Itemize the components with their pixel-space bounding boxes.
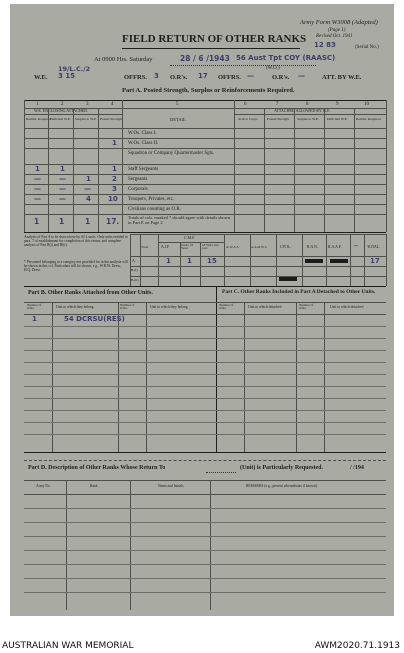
col-num-9: 9 xyxy=(336,102,339,107)
left-subhead-1: Reinfts. Required xyxy=(26,117,51,121)
ors-label: O.R's. xyxy=(170,74,188,81)
staff-sgt-reinf: 1 xyxy=(35,165,40,173)
head-total: TOTAL. xyxy=(367,245,381,249)
att-ors-label: O.R's. xyxy=(272,74,290,81)
detail-privates: Troopers, Privates, etc. xyxy=(128,197,175,202)
detail-wo2: W.Os. Class II. xyxy=(128,141,159,146)
analysis-18-over: 15 xyxy=(207,257,217,265)
analysis-note: Analysis of Part A to be shown here by ALL units. Only units entitled to para. 7 of establishment for completion of this return, and complete analysis of Part B(i) and B(ii). xyxy=(24,235,128,248)
head-ran: R.A.N. xyxy=(307,245,318,249)
left-subhead-3: Surplus to W.E. xyxy=(75,117,97,121)
head-aif: A.I.F. xyxy=(161,245,170,249)
part-b-head-1: Number of O.Rs. xyxy=(27,303,42,311)
part-b-entry-unit: 54 DCRSU(RES) xyxy=(64,315,125,323)
detail-corporals: Corporals xyxy=(128,187,148,192)
sgt-posted: 2 xyxy=(112,175,117,183)
sgt-deficient: — xyxy=(59,175,66,183)
col-num-5: 5 xyxy=(176,102,179,107)
line2-unit: 19/L.C./2 xyxy=(58,65,91,73)
part-d-head-rank: Rank xyxy=(90,484,98,488)
row-label-a: A. xyxy=(132,258,136,263)
part-c-head-3: Number of O.Rs. xyxy=(299,303,314,311)
part-d-head-army-no: Army No. xyxy=(36,484,51,488)
we-value: 3 15 xyxy=(58,72,76,80)
cmf-label: C.M.F. xyxy=(184,235,196,240)
return-date: 28 / 6 /1943 xyxy=(180,54,230,63)
form-reference: Army Form W3008 (Adapted) xyxy=(300,19,378,26)
pte-deficient: — xyxy=(59,195,66,203)
analysis-total: 17 xyxy=(370,257,380,265)
right-group-label: ATTACHED ALLOWED BY W.E. xyxy=(274,108,331,113)
serial-label: (Serial No.) xyxy=(355,45,379,50)
detail-sergeants: Sergeants xyxy=(128,177,148,182)
part-d-title-mid: (Unit) is Particularly Requested. xyxy=(240,465,323,471)
offrs-value: 3 xyxy=(154,72,159,80)
form-title: FIELD RETURN OF OTHER RANKS xyxy=(122,33,307,45)
sgt-surplus: 1 xyxy=(86,175,91,183)
col-num-8: 8 xyxy=(306,102,309,107)
right-subhead-2: Posted Strength xyxy=(267,117,290,121)
total-reinf: 1 xyxy=(34,217,40,226)
head-raaf: R.A.A.F. xyxy=(328,245,342,249)
part-b-head-3: Number of O.Rs. xyxy=(120,303,135,311)
detail-wo1: W.Os. Class I. xyxy=(128,131,157,136)
att-by-we: ATT. BY W.E. xyxy=(322,74,362,81)
col-num-4: 4 xyxy=(111,102,114,107)
row-label-bi: B.(i) xyxy=(131,268,138,272)
head-civil: CIVIL. xyxy=(280,245,292,249)
sgt-reinf: — xyxy=(34,175,41,183)
offrs-label: OFFRS. xyxy=(124,74,147,81)
right-subhead-5: Reinfts. Required xyxy=(356,117,381,121)
part-d-title: Part D. Description of Other Ranks Whose Return To xyxy=(28,465,166,471)
form-revised: Revised Oct. 1941 xyxy=(316,34,353,39)
redaction-mark xyxy=(305,259,323,263)
staff-sgt-posted: 1 xyxy=(112,165,117,173)
att-ors-value: — xyxy=(298,72,305,80)
ors-value: 17 xyxy=(198,72,208,80)
att-offrs-value: — xyxy=(247,72,254,80)
col-num-10: 10 xyxy=(364,102,369,107)
analysis-total-head: Total xyxy=(141,245,149,249)
part-a-title: Part A. Posted Strength, Surplus or Reinforcements Required. xyxy=(122,87,295,94)
left-subhead-2: Deficient W.E. xyxy=(50,117,71,121)
analysis-under18: 1 xyxy=(187,257,192,265)
cpl-reinf: — xyxy=(34,185,41,193)
wo-label: (W.O.) xyxy=(266,66,280,71)
form-sheet xyxy=(10,4,394,616)
head-under18: Under 18 Years xyxy=(181,243,193,251)
cpl-deficient: — xyxy=(59,185,66,193)
footer-institution: AUSTRALIAN WAR MEMORIAL xyxy=(2,641,134,651)
part-c-head-2: Unit to which detached xyxy=(248,305,282,309)
part-b-head-2: Unit to which they belong xyxy=(56,305,94,309)
pte-reinf: — xyxy=(34,195,41,203)
we-label: W.E. xyxy=(34,74,48,81)
pte-surplus: 4 xyxy=(86,195,91,203)
total-surplus: 1 xyxy=(85,217,91,226)
total-posted: 17. xyxy=(106,217,120,226)
head-star: ** xyxy=(354,245,358,249)
att-offrs-label: OFFRS. xyxy=(218,74,241,81)
unit-name: 56 Aust Tpt COY (RAASC) xyxy=(236,54,336,62)
cpl-surplus: — xyxy=(84,185,91,193)
part-c-head-1: Number of O.Rs. xyxy=(219,303,234,311)
footer-accession: AWM2020.71.1913 xyxy=(314,641,400,651)
part-b-head-4: Unit to which they belong xyxy=(150,305,188,309)
line1-prefix: At 0900 Hrs. Saturday xyxy=(94,56,153,63)
form-page: (Page 1) xyxy=(328,28,346,33)
col-num-7: 7 xyxy=(276,102,279,107)
part-b-entry-number: 1 xyxy=(32,315,37,323)
detail-civilians: Civilians counting as O.R. xyxy=(128,207,181,212)
total-deficient: 1 xyxy=(59,217,65,226)
part-d-title-end: / /194 xyxy=(350,465,364,471)
archive-footer xyxy=(0,638,404,653)
redaction-mark xyxy=(279,277,297,281)
head-18-over: 18 Years and over xyxy=(202,243,219,251)
col-num-6: 6 xyxy=(244,102,247,107)
head-awas: A.W.A.S. xyxy=(226,245,240,249)
right-subhead-3: Surplus to W.E. xyxy=(297,117,319,121)
part-c-title: Part C. Other Ranks Included in Part A Detached to Other Units. xyxy=(222,289,376,295)
left-group-label: W.E. ENCLOSING ATTACHED. xyxy=(34,108,89,113)
row-label-bii: B.(ii) xyxy=(131,278,139,282)
analysis-note-2: * Personnel belonging to a category not provided for in the analysis will be shown in this col. Particulars will be shown, e.g., W.R.W. Dress, H.Q. Dress. xyxy=(24,260,128,273)
col-num-2: 2 xyxy=(61,102,64,107)
head-aamws: A.A.M.W.S. xyxy=(251,245,268,249)
detail-label: DETAIL xyxy=(170,117,186,122)
detail-staff-sgts: Staff Sergeants xyxy=(128,167,159,172)
cpl-posted: 3 xyxy=(112,185,117,193)
wo2-posted: 1 xyxy=(112,139,117,147)
detail-totals: Totals of cols. marked * should agree with details shown in Part E on Page 2 xyxy=(128,215,231,225)
serial-number: 12 83 xyxy=(314,41,336,49)
staff-sgt-deficient: 1 xyxy=(60,165,65,173)
right-subhead-1: Arm or Corps xyxy=(238,117,258,121)
pte-posted: 10 xyxy=(108,195,118,203)
redaction-mark xyxy=(330,259,348,263)
analysis-aif: 1 xyxy=(166,257,171,265)
right-subhead-4: Deficient W.E. xyxy=(327,117,348,121)
left-subhead-4: Posted Strength xyxy=(100,117,123,121)
part-b-title: Part B. Other Ranks Attached from Other Units. xyxy=(28,290,153,296)
col-num-3: 3 xyxy=(86,102,89,107)
detail-cqms: Squadron or Company Quartermaster Sgts. xyxy=(128,151,215,156)
part-d-head-remarks: REMARKS (e.g., present whereabouts if known) xyxy=(246,484,317,488)
part-c-head-4: Unit to which detached xyxy=(330,305,364,309)
part-d-head-name: Name and Initials xyxy=(158,484,184,488)
col-num-1: 1 xyxy=(36,102,39,107)
